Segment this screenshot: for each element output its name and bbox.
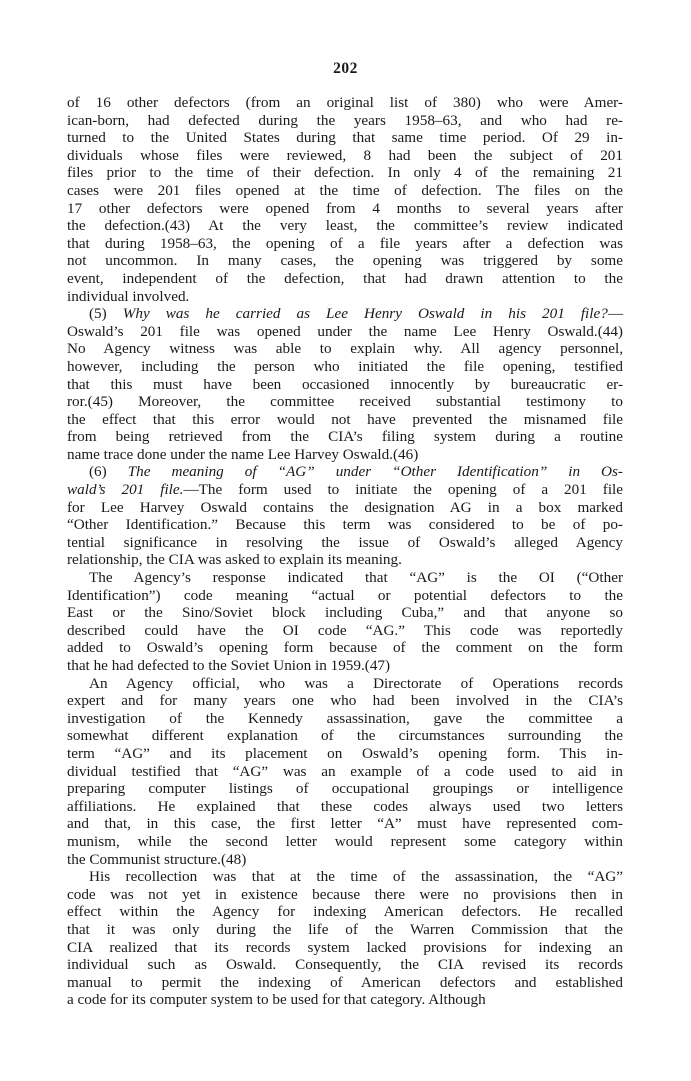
text-line: that he had defected to the Soviet Union in 1959.(47) [67,657,391,674]
text-line: (6) The meaning of “AG” under “Other Identification” in Os- [89,463,623,481]
text-line: the defection.(43) At the very least, the committee’s review indicated [67,217,623,235]
text-line: wald’s 201 file.—The form used to initiate the opening of a 201 file [67,481,623,499]
text-line: An Agency official, who was a Directorate of Operations records [89,674,623,692]
text-line: The Agency’s response indicated that “AG” is the OI (“Other [89,569,623,587]
text-line: the Communist structure.(48) [67,850,247,868]
text-line: described could have the OI code “AG.” This code was reportedly [67,621,623,639]
text-line: from being retrieved from the CIA’s filing system during a routine [67,428,623,446]
text-line: term “AG” and its placement on Oswald’s opening form. This in- [67,744,623,762]
text-line: however, including the person who initiated the file opening, testified [67,357,623,375]
text-line: expert and for many years one who had been involved in the CIA’s [67,692,623,710]
text-line: Oswald’s 201 file was opened under the name Lee Henry Oswald.(44) [67,322,623,340]
text-line: the effect that this error would not have prevented the misnamed file [67,410,623,428]
text-line: preparing computer listings of occupational groupings or intelligence [67,780,623,798]
text-line: East or the Sino/Soviet block including Cuba,” and that anyone so [67,604,623,622]
text-line: affiliations. He explained that these codes always used two letters [67,797,623,815]
text-line: munism, while the second letter would represent some category within [67,832,623,850]
text-line: ican-born, had defected during the years 1958–63, and who had re- [67,111,623,129]
text-line: that this must have been occasioned innocently by bureaucratic er- [67,375,623,393]
text-line: His recollection was that at the time of the assassination, the “AG” [89,868,623,886]
text-line: a code for its computer system to be used for that category. Although [67,991,486,1009]
text-line: 17 other defectors were opened from 4 months to several years after [67,199,623,217]
text-line: effect within the Agency for indexing American defectors. He recalled [67,903,623,921]
text-line: and that, in this case, the first letter “A” must have represented com- [67,815,623,833]
text-line: individual involved. [67,287,190,305]
text-line: code was not yet in existence because there were no provisions then in [67,885,623,903]
text-line: manual to permit the indexing of American defectors and established [67,973,623,991]
text-line: (5) Why was he carried as Lee Henry Oswald in his 201 file?— [89,305,624,323]
text-line: relationship, the CIA was asked to explain its meaning. [67,551,402,569]
text-line: for Lee Harvey Oswald contains the designation AG in a box marked [67,498,623,516]
text-line: turned to the United States during that same time period. Of 29 in- [67,129,623,147]
text-line: that it was only during the life of the Warren Commission that the [67,920,623,938]
text-line: that during 1958–63, the opening of a file years after a defection was [67,234,623,252]
text-line: No Agency witness was able to explain why. All agency personnel, [67,340,623,358]
text-line: investigation of the Kennedy assassination, gave the committee a [67,709,623,727]
text-line: CIA realized that its records system lacked provisions for indexing an [67,938,623,956]
text-line: not uncommon. In many cases, the opening was triggered by some [67,252,623,270]
text-line: ror.(45) Moreover, the committee received substantial testimony to [67,393,623,411]
text-line: added to Oswald’s opening form because of the comment on the form [67,639,623,657]
text-line: name trace done under the name Lee Harvey Oswald.(46) [67,445,419,463]
page-number: 202 [333,60,358,77]
text-line: “Other Identification.” Because this term was considered to be of po- [67,516,623,534]
text-line: dividual testified that “AG” was an example of a code used to aid in [67,762,623,780]
text-line: somewhat different explanation of the circumstances surrounding the [67,727,623,745]
text-line: Identification”) code meaning “actual or potential defectors to the [67,586,623,604]
italic-heading: The meaning of “AG” under “Other Identification” in Os- [127,463,623,481]
text-line: of 16 other defectors (from an original list of 380) who were Amer- [67,94,623,111]
text-line: cases were 201 files opened at the time of defection. The files on the [67,181,623,199]
text-line: individual such as Oswald. Consequently, the CIA revised its records [67,956,623,974]
text-line: tential significance in resolving the issue of Oswald’s alleged Agency [67,533,623,551]
text-line: dividuals whose files were reviewed, 8 had been the subject of 201 [67,146,623,164]
text-line: files prior to the time of their defection. In only 4 of the remaining 21 [67,164,623,182]
italic-heading: wald’s 201 file. [67,481,184,499]
body-text [67,94,623,1009]
text-line: event, independent of the defection, that had drawn attention to the [67,269,623,287]
italic-heading: Why was he carried as Lee Henry Oswald in his 201 file? [122,305,608,323]
